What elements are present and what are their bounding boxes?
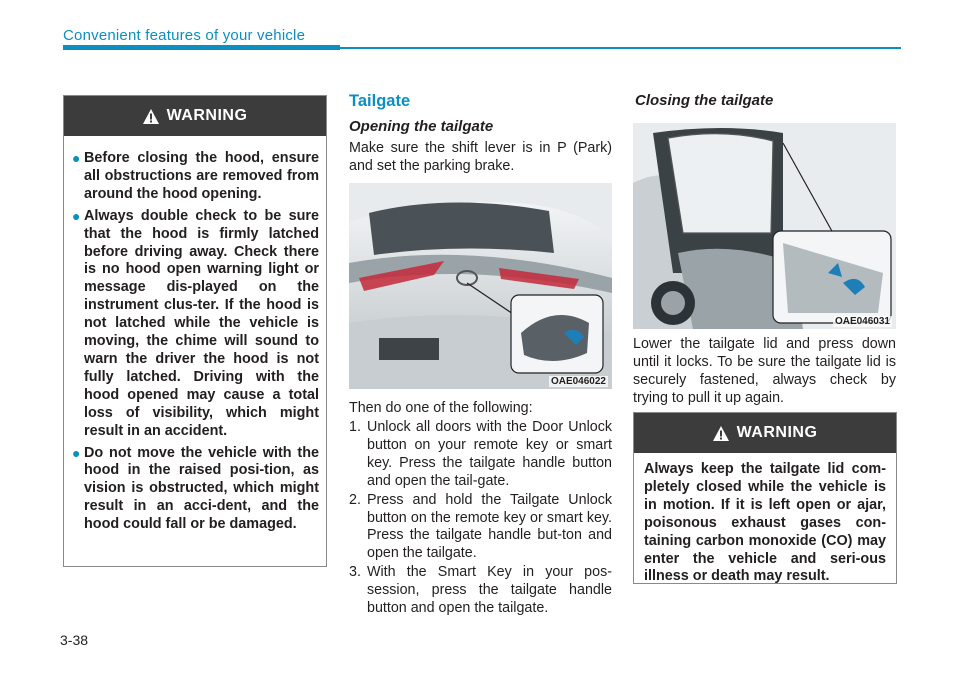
warning-header (64, 96, 326, 136)
warning-item (72, 207, 319, 441)
section-title: Convenient features of your vehicle (63, 27, 306, 44)
step-number: 3. (349, 564, 361, 581)
bullet-icon: ● (72, 150, 81, 166)
closing-text: Lower the tailgate lid and press down until it locks. To be sure the tailgate lid is securely fastened, always check by trying to pull it up again. (633, 336, 896, 406)
warning-item-text: Before closing the hood, ensure all obstructions are removed from around the hood opening. (84, 150, 319, 202)
open-tailgate-illustration (633, 123, 896, 329)
bullet-icon: ● (72, 444, 81, 461)
warning-list (64, 136, 326, 534)
then-text: Then do one of the following: (349, 400, 533, 416)
opening-steps (349, 419, 612, 619)
car-rear-illustration (349, 183, 612, 389)
step-number: 1. (349, 419, 361, 435)
warning-item (72, 444, 319, 535)
step-number: 2. (349, 491, 361, 508)
page-number: 3-38 (60, 632, 89, 648)
opening-heading: Opening the tailgate (349, 118, 494, 135)
step-item (349, 419, 612, 491)
image-code: OAE046031 (834, 316, 890, 327)
step-text: Press and hold the Tailgate Unlock button on the remote key or smart key. Press the tailgate handle but-ton and open the tailgate. (367, 491, 612, 562)
warning-title: WARNING (736, 424, 818, 441)
warning-title: WARNING (166, 107, 248, 124)
tailgate-handle-photo (349, 183, 612, 389)
warning-header (634, 413, 896, 453)
tailgate-closing-photo (633, 123, 896, 329)
opening-intro: Make sure the shift lever is in P (Park) and set the parking brake. (349, 140, 612, 174)
tailgate-warning-box (633, 412, 897, 584)
warning-item-text: Do not move the vehicle with the hood in the raised posi-tion, as vision is obstructed, which might result in an acci-dent, and the hood could fall or be damaged. (84, 444, 319, 533)
warning-text: Always keep the tailgate lid com-pletely closed while the vehicle is in motion. If it is left open or ajar, poisonous exhaust gases con-taining carbon monoxide (CO) may enter the vehicle and seri-ous illness or death may result. (644, 461, 886, 585)
step-text: With the Smart Key in your pos-session, press the tailgate handle button and open the tailgate. (367, 564, 612, 617)
step-item (349, 492, 612, 564)
image-code: OAE046022 (550, 376, 606, 387)
warning-item-text: Always double check to be sure that the hood is firmly latched before driving away. Check there is no hood open warning light or message dis-played on the instrument clus-ter. If the hood is not latched while the vehicle is moving, the chime will sound to warn the driver the hood is not fully latched. Driving with the hood opened may cause a total loss of visibility, which might result in an accident. (84, 207, 319, 439)
step-text: Unlock all doors with the Door Unlock button on your remote key or smart key. Press the tailgate handle button and open the tail-gate. (367, 419, 612, 489)
tailgate-heading: Tailgate (349, 92, 411, 110)
step-item (349, 564, 612, 618)
warning-item (72, 150, 319, 204)
hood-warning-box (63, 95, 327, 567)
bullet-icon: ● (72, 207, 81, 224)
warning-triangle-icon (713, 426, 729, 441)
title-rule (63, 47, 901, 49)
warning-triangle-icon (143, 109, 159, 124)
closing-heading: Closing the tailgate (635, 92, 774, 109)
